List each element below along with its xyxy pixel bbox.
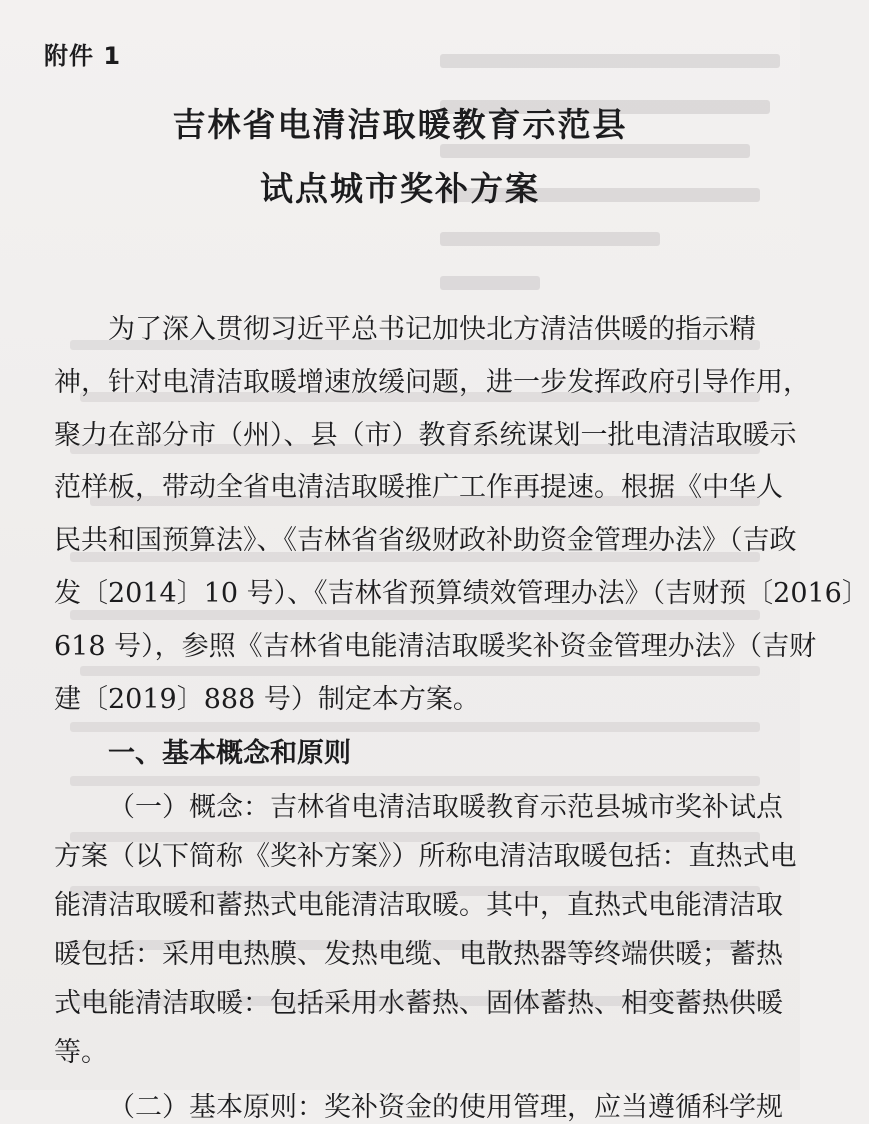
section-heading: 一、基本概念和原则: [108, 738, 351, 769]
document-title-line-1: 吉林省电清洁取暖教育示范县: [172, 105, 628, 144]
paragraph-line: 618 号），参照《吉林省电能清洁取暖奖补资金管理办法》（吉财: [54, 631, 817, 662]
paragraph-line: 聚力在部分市（州）、县（市）教育系统谋划一批电清洁取暖示: [54, 420, 797, 451]
paragraph-line: 式电能清洁取暖：包括采用水蓄热、固体蓄热、相变蓄热供暖: [54, 988, 783, 1019]
paragraph-line: 方案（以下简称《奖补方案》）所称电清洁取暖包括：直热式电: [54, 841, 797, 872]
paragraph-line: （二）基本原则：奖补资金的使用管理，应当遵循科学规: [108, 1092, 783, 1123]
paragraph-line: 暖包括：采用电热膜、发热电缆、电散热器等终端供暖；蓄热: [54, 939, 783, 970]
paragraph-line: （一）概念：吉林省电清洁取暖教育示范县城市奖补试点: [108, 792, 783, 823]
paragraph-line: 等。: [54, 1037, 108, 1068]
paragraph-line: 发〔2014〕10 号）、《吉林省预算绩效管理办法》（吉财预〔2016〕: [54, 578, 869, 609]
paragraph-line: 为了深入贯彻习近平总书记加快北方清洁供暖的指示精: [108, 314, 756, 345]
paragraph-line: 建〔2019〕888 号）制定本方案。: [54, 684, 480, 715]
paragraph-line: 能清洁取暖和蓄热式电能清洁取暖。其中，直热式电能清洁取: [54, 890, 783, 921]
paragraph-line: 神，针对电清洁取暖增速放缓问题，进一步发挥政府引导作用，: [54, 367, 810, 398]
paragraph-line: 范样板，带动全省电清洁取暖推广工作再提速。根据《中华人: [54, 472, 783, 503]
paragraph-line: 民共和国预算法》、《吉林省省级财政补助资金管理办法》（吉政: [54, 525, 797, 556]
attachment-label: 附件 1: [44, 42, 122, 70]
document-title-line-2: 试点城市奖补方案: [260, 169, 540, 208]
